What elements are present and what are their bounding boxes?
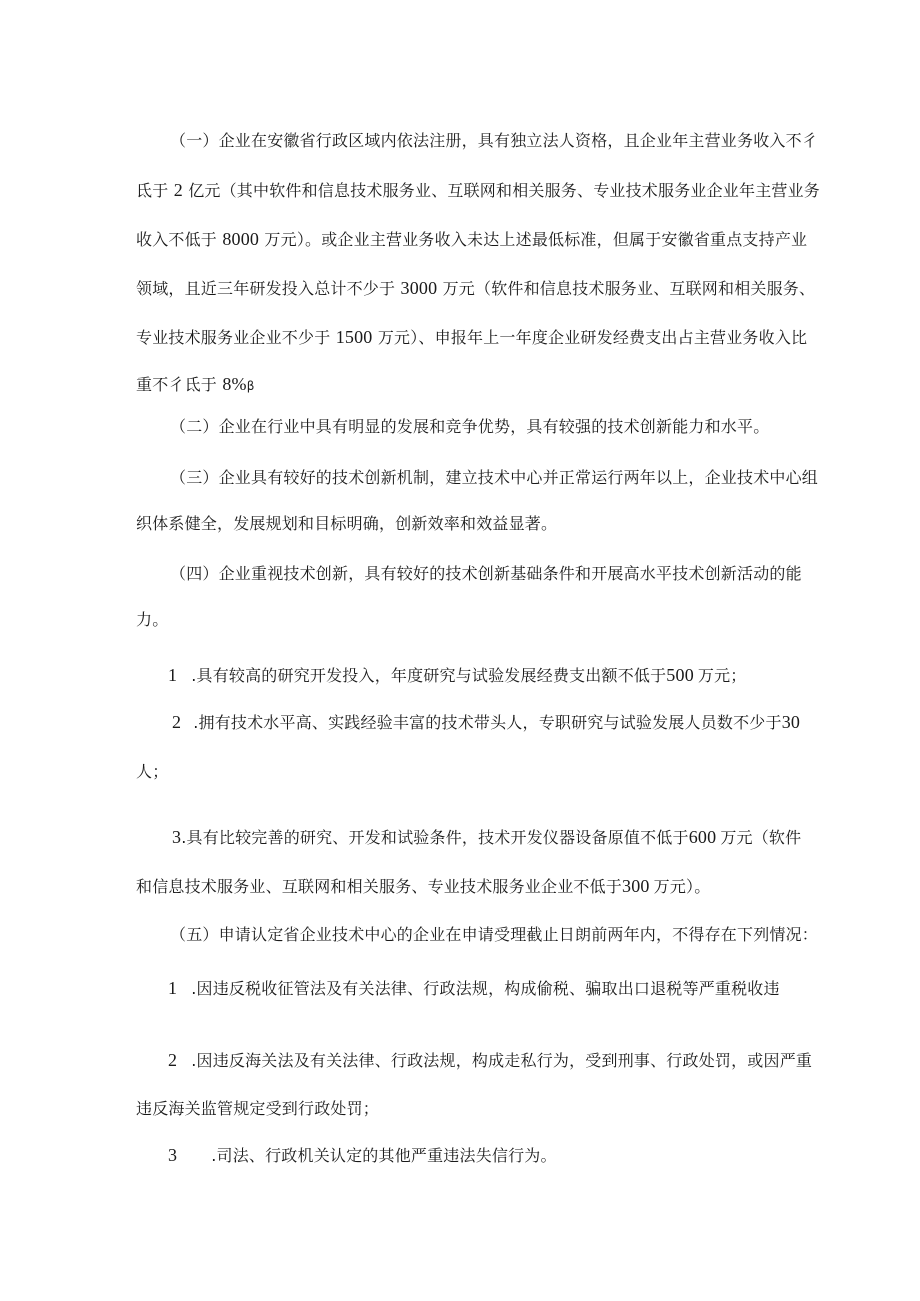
text: 专业技术服务业企业不少于: [136, 328, 331, 347]
text: 万元）、申报年上一年度企业研发经费支出占主营业务收入比: [377, 328, 808, 347]
text: .具有比较完善的研究、开发和试验条件，技术开发仪器设备原值不低于: [181, 828, 689, 847]
text: 收入不低于: [136, 230, 218, 249]
text: 领域，且近三年研发投入总计不少于: [136, 279, 396, 298]
text: （三）企业具有较好的技术创新机制，建立技术中心并正常运行两年以上，企业技术中心组: [170, 468, 819, 487]
text: .因违反税收征管法及有关法律、行政法规，构成偷税、骗取出口退税等严重税收违: [191, 979, 780, 998]
number: 300: [622, 876, 650, 896]
item-2-line-2: [0, 762, 920, 782]
para-5: [0, 925, 920, 945]
item-2-line-1: [0, 712, 920, 733]
item-number: 3: [168, 1145, 178, 1165]
para-1-line-3: [0, 229, 920, 250]
para-3-line-1: [0, 468, 920, 488]
sub-item-2-line-1: [0, 1050, 920, 1071]
text: .具有较高的研究开发投入，年度研究与试验发展经费支出额不低于: [191, 666, 667, 685]
item-number: 2: [168, 1050, 178, 1070]
text: （四）企业重视技术创新，具有较好的技术创新基础条件和开展高水平技术创新活动的能: [170, 564, 802, 583]
item-1: [0, 665, 920, 686]
text: 氐于: [136, 181, 169, 200]
text: 万元（软件: [720, 828, 802, 847]
para-1-line-5: [0, 327, 920, 348]
item-3-line-2: [0, 876, 920, 897]
sub-item-2-line-2: [0, 1099, 920, 1119]
text: 万元）。或企业主营业务收入未达上述最低标准，但属于安徽省重点支持产业: [264, 230, 808, 249]
item-3-line-1: [0, 827, 920, 848]
text: 重不彳氐于: [136, 375, 218, 394]
sub-item-1: [0, 978, 920, 999]
text: β: [246, 379, 255, 393]
text: 万元；: [697, 666, 747, 685]
para-1-line-2: [0, 180, 920, 201]
text: .拥有技术水平高、实践经验丰富的技术带头人，专职研究与试验发展人员数不少于: [193, 713, 782, 732]
number: 600: [688, 827, 717, 847]
number: 8%: [222, 374, 247, 394]
text: .因违反海关法及有关法律、行政法规，构成走私行为，受到刑事、行政处罚，或因严重: [191, 1051, 813, 1070]
para-4-line-2: [0, 610, 920, 630]
para-1-line-4: [0, 278, 920, 299]
para-1-line-6: [0, 374, 920, 396]
para-4-line-1: [0, 564, 920, 584]
text: 亿元（其中软件和信息技术服务业、互联网和相关服务、专业技术服务业企业年主营业务: [188, 181, 821, 200]
para-1-line-1: [0, 131, 920, 151]
item-number: 2: [172, 712, 182, 732]
text: 力。: [136, 610, 169, 629]
text: （一）企业在安徽省行政区域内依法注册，具有独立法人资格，且企业年主营业务收入不彳: [170, 131, 819, 150]
text: 万元）。: [653, 877, 711, 896]
text: 织体系健全，发展规划和目标明确，创新效率和效益显著。: [136, 514, 558, 533]
text: 万元（软件和信息技术服务业、互联网和相关服务、: [442, 279, 816, 298]
item-number: 1: [168, 665, 178, 685]
number: 2: [173, 180, 183, 200]
item-number: 1: [168, 978, 178, 998]
text: （五）申请认定省企业技术中心的企业在申请受理截止日朗前两年内，不得存在下列情况：: [170, 925, 819, 944]
number: 500: [666, 665, 694, 685]
sub-item-3: [0, 1145, 920, 1166]
number: 3000: [400, 278, 438, 298]
text: 和信息技术服务业、互联网和相关服务、专业技术服务业企业不低于: [136, 877, 623, 896]
number: 30: [781, 712, 801, 732]
number: 1500: [335, 327, 373, 347]
text: 违反海关监管规定受到行政处罚；: [136, 1099, 380, 1118]
text: （二）企业在行业中具有明显的发展和竞争优势，具有较强的技术创新能力和水平。: [170, 417, 770, 436]
para-2: [0, 417, 920, 437]
item-number: 3: [172, 827, 182, 847]
number: 8000: [222, 229, 260, 249]
para-3-line-2: [0, 514, 920, 534]
text: 人；: [136, 762, 169, 781]
text: .司法、行政机关认定的其他严重违法失信行为。: [211, 1146, 557, 1165]
